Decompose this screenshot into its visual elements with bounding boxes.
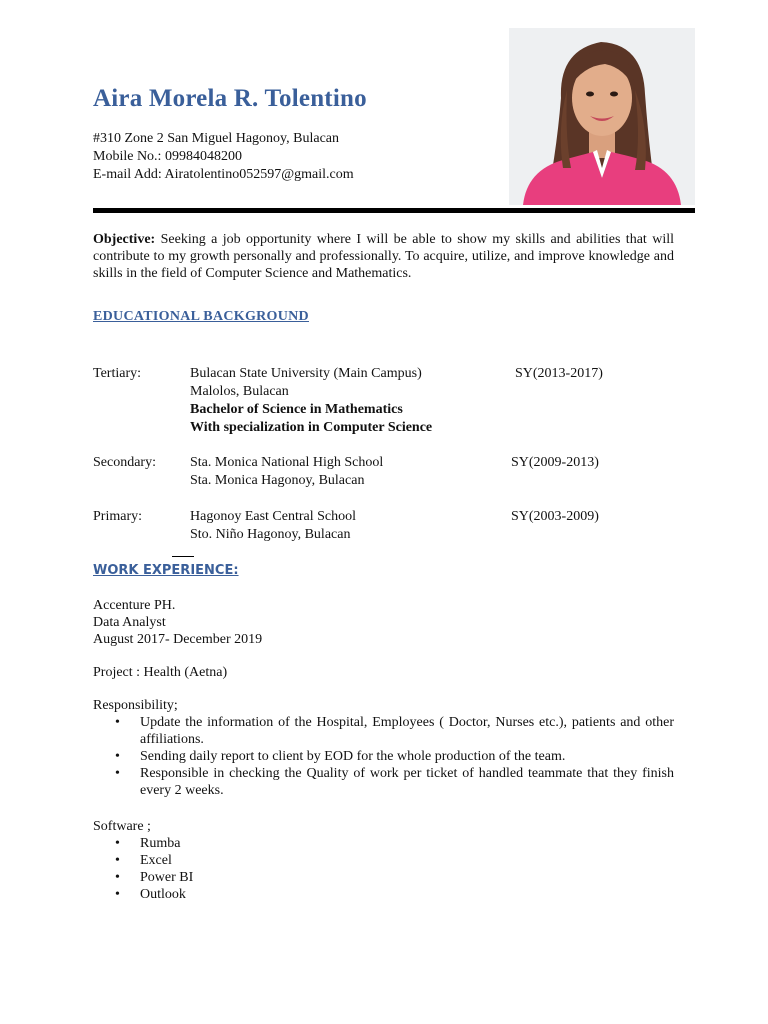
education-primary (93, 508, 653, 544)
institution (190, 454, 383, 490)
objective-text: Seeking a job opportunity where I will be able to show my skills and abilities that will contribute to my growth personally and professionally. To acquire, utilize, and improve knowledge and skills in the field of Computer Science and Mathematics. (93, 232, 674, 281)
job-title: Data Analyst (93, 615, 166, 630)
list-item: • Outlook (93, 886, 393, 903)
contact-info (93, 130, 354, 184)
school-location: Malolos, Bulacan (190, 384, 289, 399)
institution (190, 365, 432, 437)
mobile-number: Mobile No.: 09984048200 (93, 149, 242, 164)
education-level-label: Tertiary: (93, 366, 141, 381)
education-tertiary (93, 365, 653, 437)
school-year: SY(2013-2017) (515, 366, 603, 381)
list-item: • Power BI (93, 869, 393, 886)
school-location: Sto. Niño Hagonoy, Bulacan (190, 527, 351, 542)
educational-background-heading: EDUCATIONAL BACKGROUND (93, 309, 309, 324)
list-item: • Rumba (93, 835, 393, 852)
list-item: • Sending daily report to client by EOD for the whole production of the team. (93, 748, 674, 765)
list-item: • Excel (93, 852, 393, 869)
school-name: Sta. Monica National High School (190, 455, 384, 470)
education-level-label: Secondary: (93, 455, 156, 470)
school-year: SY(2009-2013) (511, 455, 599, 470)
applicant-name: Aira Morela R. Tolentino (93, 85, 367, 112)
education-secondary (93, 454, 653, 490)
job-details (93, 597, 262, 648)
objective-label: Objective: (93, 232, 156, 247)
school-location: Sta. Monica Hagonoy, Bulacan (190, 473, 365, 488)
school-year: SY(2003-2009) (511, 509, 599, 524)
education-level-label: Primary: (93, 509, 142, 524)
school-name: Bulacan State University (Main Campus) (190, 366, 422, 381)
email-address: E-mail Add: Airatolentino052597@gmail.com (93, 167, 354, 182)
header-divider (93, 208, 695, 213)
institution (190, 508, 356, 544)
employment-period: August 2017- December 2019 (93, 632, 263, 647)
list-item: • Update the information of the Hospital, Employees ( Doctor, Nurses etc.), patients and other affiliations. (93, 714, 674, 748)
objective-paragraph (93, 231, 674, 282)
small-divider (172, 556, 194, 557)
school-name: Hagonoy East Central School (190, 509, 357, 524)
responsibility-label: Responsibility; (93, 698, 178, 713)
software-list (93, 835, 393, 903)
profile-photo (509, 28, 695, 205)
project-line: Project : Health (Aetna) (93, 665, 228, 680)
company-name: Accenture PH. (93, 598, 176, 613)
work-experience-heading: WORK EXPERIENCE: (93, 563, 239, 578)
responsibility-list (93, 714, 674, 799)
specialization: With specialization in Computer Science (190, 420, 433, 435)
degree: Bachelor of Science in Mathematics (190, 402, 403, 417)
address: #310 Zone 2 San Miguel Hagonoy, Bulacan (93, 131, 339, 146)
software-label: Software ; (93, 819, 151, 834)
list-item: • Responsible in checking the Quality of work per ticket of handled teammate that they finish every 2 weeks. (93, 765, 674, 799)
